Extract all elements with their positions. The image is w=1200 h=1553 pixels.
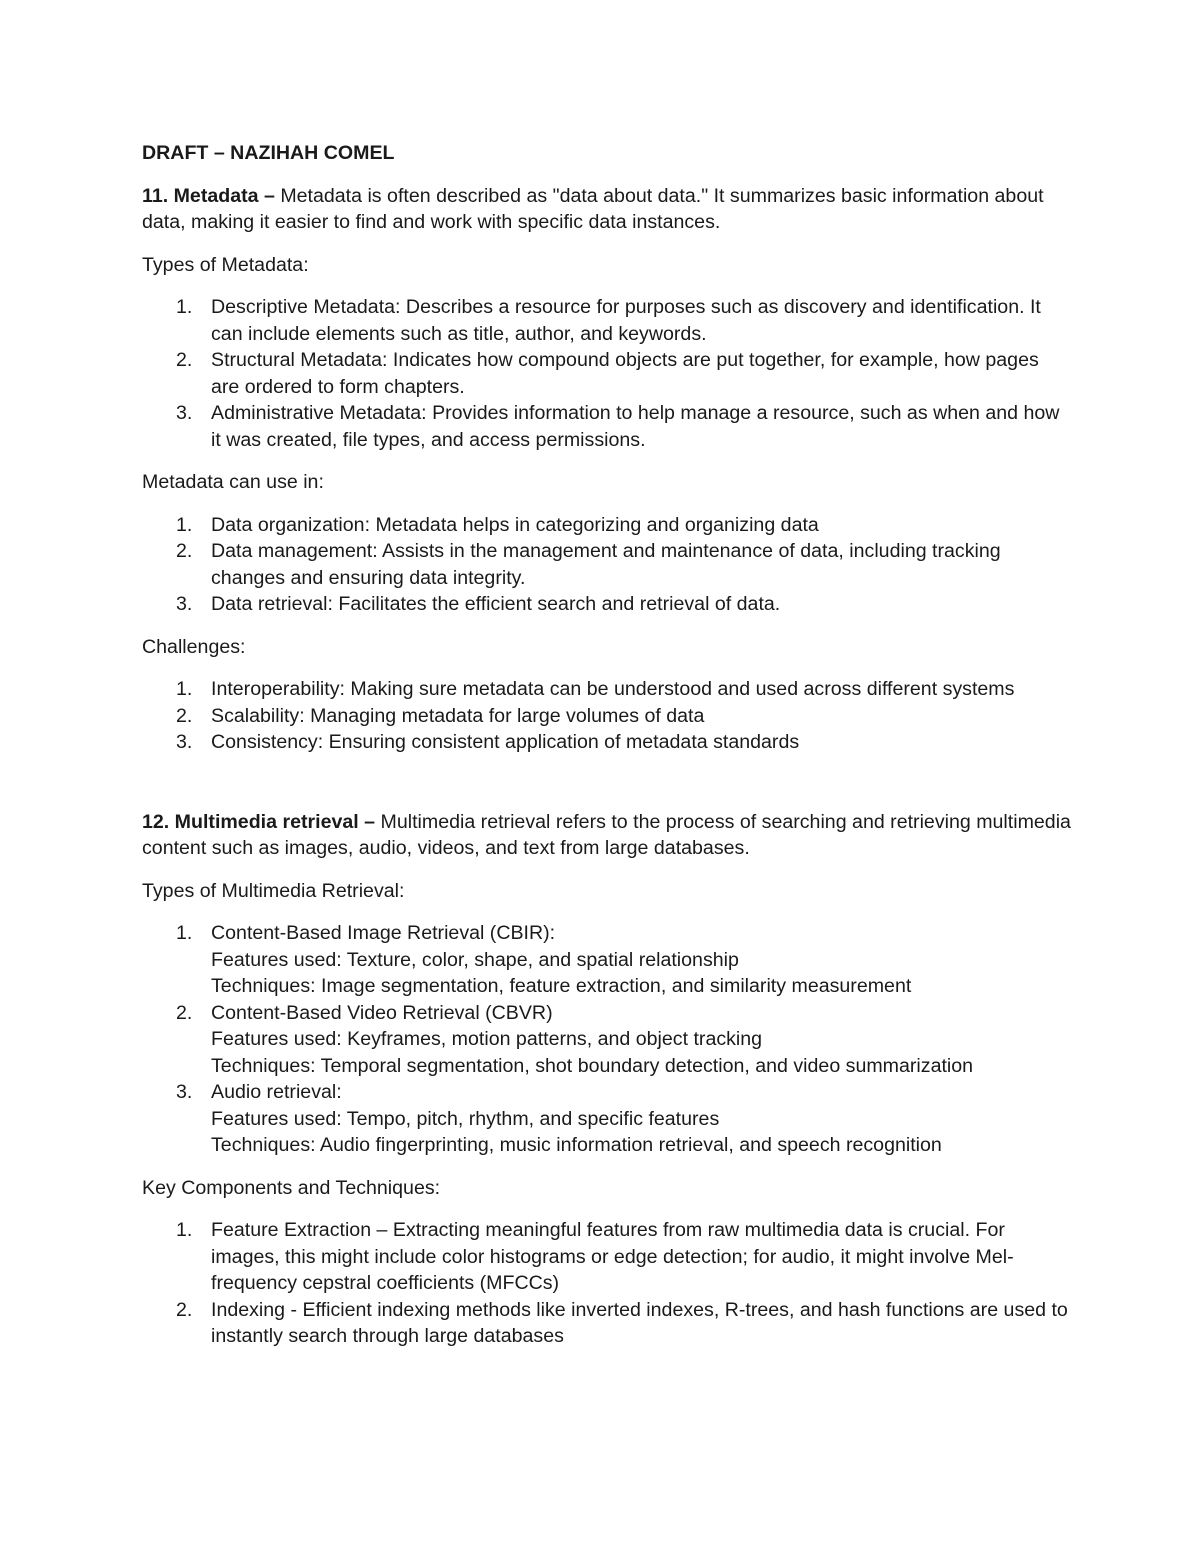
list-number: 3. <box>176 402 193 424</box>
section-spacer <box>142 772 1072 809</box>
list-item <box>142 920 1072 1000</box>
list-item-text: Feature Extraction – Extracting meaningful features from raw multimedia data is crucial. For images, this might include color histograms or edge detection; for audio, it might involve Mel-frequency cepstral coefficients (MFCCs) <box>211 1219 1014 1294</box>
list-item <box>142 347 1072 400</box>
document-page <box>142 140 1072 1366</box>
section-11-intro-text: Metadata is often described as "data about data." It summarizes basic information about data, making it easier to find and work with specific data instances. <box>142 184 1044 233</box>
list-item <box>142 1217 1072 1297</box>
retrieval-types-label: Types of Multimedia Retrieval: <box>142 879 405 902</box>
metadata-types-list <box>142 294 1072 453</box>
list-item <box>142 1079 1072 1159</box>
list-item-text: Data organization: Metadata helps in categorizing and organizing data <box>211 513 819 536</box>
key-components-label: Key Components and Techniques: <box>142 1176 441 1199</box>
section-11-intro <box>142 183 1072 236</box>
retrieval-type-title: Content-Based Video Retrieval (CBVR) <box>211 1001 553 1024</box>
section-12-intro-text: Multimedia retrieval refers to the process of searching and retrieving multimedia content such as images, audio, videos, and text from large databases. <box>142 810 1071 859</box>
list-number: 2. <box>176 1298 193 1321</box>
list-item-text: Administrative Metadata: Provides information to help manage a resource, such as when and how it was created, file types, and access permissions. <box>211 402 1060 451</box>
retrieval-type-techniques: Techniques: Temporal segmentation, shot boundary detection, and video summarization <box>211 1054 974 1077</box>
list-item <box>142 512 1072 539</box>
list-item <box>142 676 1072 703</box>
list-number: 2. <box>176 540 193 562</box>
list-item <box>142 294 1072 347</box>
section-11-heading: 11. Metadata – <box>142 184 275 207</box>
section-12-intro <box>142 809 1072 862</box>
list-number: 1. <box>176 1219 193 1241</box>
metadata-challenges-list <box>142 676 1072 756</box>
list-number: 1. <box>176 296 193 318</box>
metadata-uses-list <box>142 512 1072 618</box>
list-item <box>142 729 1072 756</box>
retrieval-types-list <box>142 920 1072 1159</box>
retrieval-type-techniques: Techniques: Audio fingerprinting, music information retrieval, and speech recognition <box>211 1134 942 1156</box>
list-item <box>142 1000 1072 1080</box>
list-item-text: Interoperability: Making sure metadata can be understood and used across different systems <box>211 678 1015 700</box>
list-number: 1. <box>176 678 193 700</box>
list-item-text: Consistency: Ensuring consistent application of metadata standards <box>211 731 800 753</box>
list-number: 1. <box>176 922 193 944</box>
list-number: 3. <box>176 731 193 753</box>
list-number: 3. <box>176 593 193 615</box>
retrieval-type-features: Features used: Texture, color, shape, and spatial relationship <box>211 948 739 971</box>
list-item-text: Structural Metadata: Indicates how compound objects are put together, for example, how pages are ordered to form chapters. <box>211 349 1039 398</box>
list-item <box>142 703 1072 730</box>
retrieval-type-features: Features used: Keyframes, motion patterns, and object tracking <box>211 1028 763 1050</box>
metadata-challenges-label: Challenges: <box>142 635 246 658</box>
list-item-text: Data retrieval: Facilitates the efficient search and retrieval of data. <box>211 593 781 615</box>
list-item-text: Data management: Assists in the management and maintenance of data, including tracking changes and ensuring data integrity. <box>211 540 1001 589</box>
list-item <box>142 400 1072 453</box>
metadata-types-label: Types of Metadata: <box>142 253 309 276</box>
list-number: 2. <box>176 704 193 727</box>
metadata-uses-label: Metadata can use in: <box>142 471 324 493</box>
document-title: DRAFT – NAZIHAH COMEL <box>142 142 395 164</box>
list-number: 1. <box>176 513 193 536</box>
retrieval-type-title: Content-Based Image Retrieval (CBIR): <box>211 922 556 944</box>
section-12-heading: 12. Multimedia retrieval – <box>142 810 376 833</box>
retrieval-type-features: Features used: Tempo, pitch, rhythm, and specific features <box>211 1107 720 1130</box>
list-item <box>142 591 1072 618</box>
list-item <box>142 1297 1072 1350</box>
list-number: 2. <box>176 1001 193 1024</box>
key-components-list <box>142 1217 1072 1350</box>
list-item-text: Indexing - Efficient indexing methods like inverted indexes, R-trees, and hash functions are used to instantly search through large databases <box>211 1298 1068 1347</box>
list-number: 3. <box>176 1081 193 1103</box>
list-item <box>142 538 1072 591</box>
list-number: 2. <box>176 349 193 371</box>
list-item-text: Descriptive Metadata: Describes a resource for purposes such as discovery and identification. It can include elements such as title, author, and keywords. <box>211 296 1041 345</box>
list-item-text: Scalability: Managing metadata for large volumes of data <box>211 704 705 727</box>
retrieval-type-techniques: Techniques: Image segmentation, feature extraction, and similarity measurement <box>211 975 912 997</box>
retrieval-type-title: Audio retrieval: <box>211 1081 342 1103</box>
